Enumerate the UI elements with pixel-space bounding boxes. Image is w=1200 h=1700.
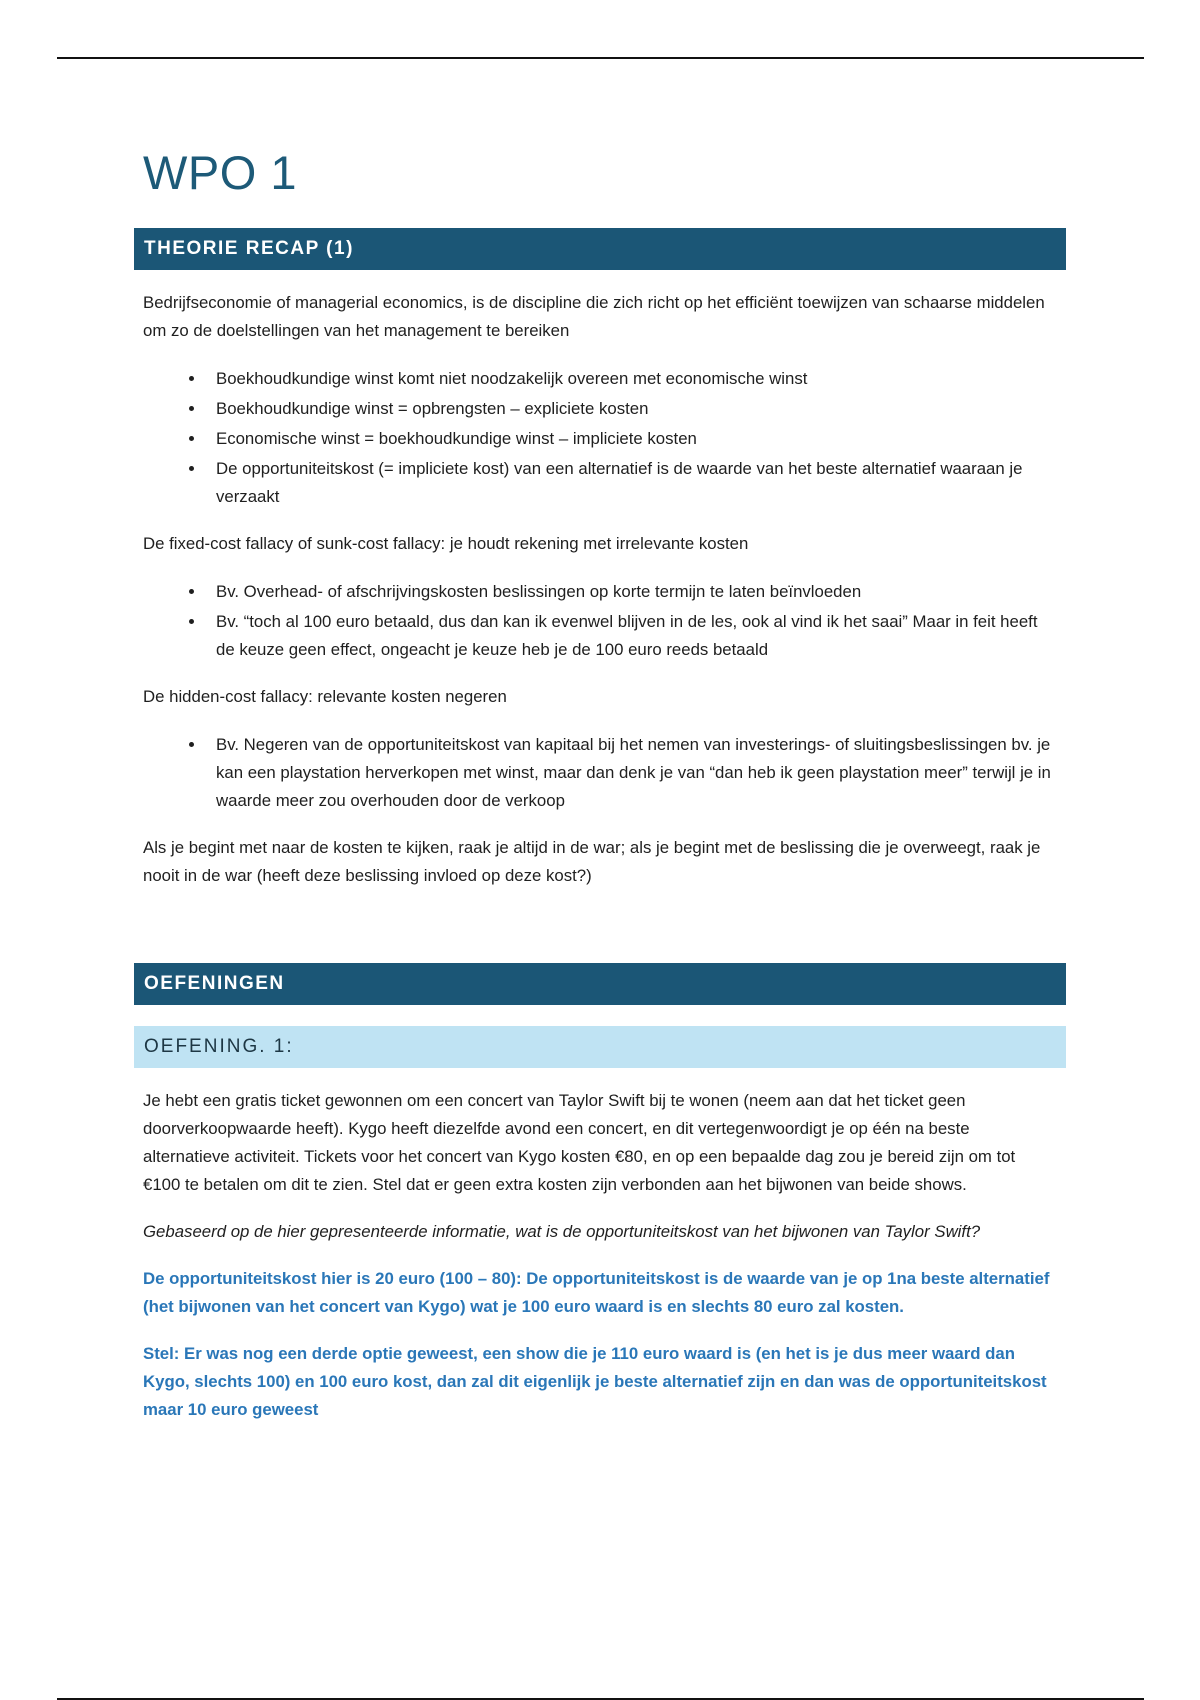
list-item: • Bv. Negeren van de opportuniteitskost van kapitaal bij het nemen van investerings- of sluitingsbeslissingen bv. je kan een playstation herverkopen met winst, maar dan denk je van “dan heb ik geen playstation meer” terwijl je in waarde meer zou overhouden door de verkoop xyxy=(206,731,1056,815)
theory-bullets-3 xyxy=(143,731,1056,815)
exercise-1-question: Gebaseerd op de hier gepresenteerde informatie, wat is de opportuniteitskost van het bijwonen van Taylor Swift? xyxy=(143,1222,981,1241)
theory-bullets-1 xyxy=(143,365,1056,511)
top-rule xyxy=(57,57,1144,59)
theory-bullets-2 xyxy=(143,578,1056,664)
section-header-exercises: OEFENINGEN xyxy=(134,963,1066,1005)
list-item: • Bv. Overhead- of afschrijvingskosten beslissingen op korte termijn te laten beïnvloeden xyxy=(206,578,1056,606)
list-item: • Boekhoudkundige winst komt niet noodzakelijk overeen met economische winst xyxy=(206,365,1056,393)
list-item: • Boekhoudkundige winst = opbrengsten – expliciete kosten xyxy=(206,395,1056,423)
exercise-1-text: Je hebt een gratis ticket gewonnen om een concert van Taylor Swift bij te wonen (neem aan dat het ticket geen doorverkoopwaarde heeft). Kygo heeft diezelfde avond een concert, en dit vertegenwoordigt je op één na beste alternatieve activiteit. Tickets voor het concert van Kygo kosten €80, en op een bepaalde dag zou je bereid zijn om tot €100 te betalen om dit te zien. Stel dat er geen extra kosten zijn verbonden aan het bijwonen van beide shows. xyxy=(143,1091,1016,1194)
page-content xyxy=(134,145,1066,1424)
exercise-1-answer-1: De opportuniteitskost hier is 20 euro (100 – 80): De opportuniteitskost is de waarde van je op 1na beste alternatief (het bijwonen van het concert van Kygo) wat je 100 euro waard is en slechts 80 euro zal kosten. xyxy=(143,1269,1050,1316)
theory-intro: Bedrijfseconomie of managerial economics, is de discipline die zich richt op het efficiënt toewijzen van schaarse middelen om zo de doelstellingen van het management te bereiken xyxy=(143,293,1045,340)
list-item: • De opportuniteitskost (= impliciete kost) van een alternatief is de waarde van het beste alternatief waaraan je verzaakt xyxy=(206,455,1056,511)
section-header-theory: THEORIE RECAP (1) xyxy=(134,228,1066,270)
theory-closing: Als je begint met naar de kosten te kijken, raak je altijd in de war; als je begint met de beslissing die je overweegt, raak je nooit in de war (heeft deze beslissing invloed op deze kost?) xyxy=(143,838,1041,885)
list-item: • Bv. “toch al 100 euro betaald, dus dan kan ik evenwel blijven in de les, ook al vind ik het saai” Maar in feit heeft de keuze geen effect, ongeacht je keuze heb je de 100 euro reeds betaald xyxy=(206,608,1056,664)
list-item: • Economische winst = boekhoudkundige winst – impliciete kosten xyxy=(206,425,1056,453)
hidden-cost-fallacy: De hidden-cost fallacy: relevante kosten negeren xyxy=(143,687,507,706)
theory-body xyxy=(134,289,1066,890)
fixed-cost-fallacy: De fixed-cost fallacy of sunk-cost fallacy: je houdt rekening met irrelevante kosten xyxy=(143,534,749,553)
document-title: WPO 1 xyxy=(143,146,297,199)
exercise-1-body xyxy=(134,1087,1066,1424)
exercise-1-answer-2: Stel: Er was nog een derde optie geweest, een show die je 110 euro waard is (en het is je dus meer waard dan Kygo, slechts 100) en 100 euro kost, dan zal dit eigenlijk je beste alternatief zijn en dan was de opportuniteitskost maar 10 euro geweest xyxy=(143,1344,1047,1419)
exercise-1-header: OEFENING. 1: xyxy=(134,1026,1066,1068)
